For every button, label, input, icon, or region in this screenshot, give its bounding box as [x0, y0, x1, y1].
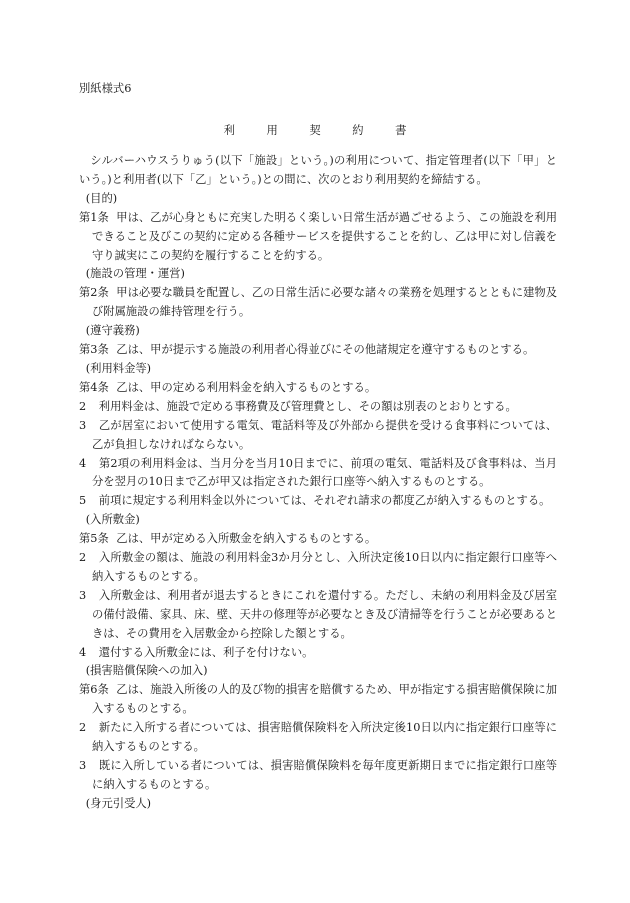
clause-text: 利用料金は、施設で定める事務費及び管理費とし、その額は別表のとおりとする。 — [98, 399, 517, 413]
clause-item — [79, 757, 557, 795]
article-text: 乙は、甲が提示する施設の利用者心得並びにその他諸規定を遵守するものとする。 — [116, 343, 535, 357]
clause-number: 2 — [79, 399, 87, 413]
article-paragraph — [79, 209, 557, 266]
article-number: 第2条 — [79, 286, 109, 300]
article-heading: (目的) — [85, 191, 118, 205]
article-heading: (遵守義務) — [85, 324, 140, 338]
clause-item — [79, 644, 557, 663]
clause-text: 前項に規定する利用料金以外については、それぞれ請求の都度乙が納入するものとする。 — [98, 494, 551, 508]
article-number: 第4条 — [79, 380, 109, 394]
form-number: 別紙様式6 — [79, 82, 132, 95]
clause-number: 4 — [79, 456, 87, 470]
article-number: 第5条 — [79, 532, 109, 546]
clause-text: 入所敷金の額は、施設の利用料金3か月分とし、入所決定後10日以内に指定銀行口座等へ納入するものとする。 — [91, 551, 557, 583]
article-paragraph — [79, 530, 557, 549]
article-number: 第1条 — [79, 210, 109, 224]
clause-text: 第2項の利用料金は、当月分を当月10日までに、前項の電気、電話料及び食事料は、当月分を翌月の10日まで乙が甲又は指定された銀行口座等へ納入するものとする。 — [91, 456, 557, 489]
article-paragraph — [79, 681, 557, 719]
intro-paragraph: シルバーハウスうりゅう(以下「施設」という。)の利用について、指定管理者(以下「甲」という。)と利用者(以下「乙」という。)との間に、次のとおり利用契約を締結する。 — [79, 154, 557, 186]
clause-number: 3 — [79, 588, 87, 602]
clause-number: 5 — [79, 494, 87, 508]
article-text: 甲は、乙が心身ともに充実した明るく楽しい日常生活が過ごせるよう、この施設を利用できること及びこの契約に定める各種サービスを提供することを約し、乙は甲に対し信義を守り誠実にこの契約を履行することを約する。 — [91, 210, 557, 262]
article-heading: (損害賠償保険への加入) — [85, 664, 208, 678]
clause-item — [79, 719, 557, 757]
contract-body — [79, 152, 557, 814]
clause-number: 2 — [79, 721, 87, 735]
clause-item — [79, 417, 557, 455]
clause-item — [79, 455, 557, 493]
clause-text: 乙が居室において使用する電気、電話料等及び外部から提供を受ける食事料については、乙が負担しなければならない。 — [91, 418, 557, 451]
article-heading: (入所敷金) — [85, 513, 140, 527]
article-text: 乙は、甲の定める利用料金を納入するものとする。 — [116, 380, 377, 394]
clause-item — [79, 549, 557, 587]
article-text: 乙は、施設入所後の人的及び物的損害を賠償するため、甲が指定する損害賠償保険に加入するものとする。 — [91, 683, 557, 716]
article-paragraph — [79, 341, 557, 360]
article-text: 甲は必要な職員を配置し、乙の日常生活に必要な諸々の業務を処理するとともに建物及び附属施設の維持管理を行う。 — [91, 286, 557, 319]
article-text: 乙は、甲が定める入所敷金を納入するものとする。 — [116, 532, 377, 546]
clause-text: 還付する入所敷金には、利子を付けない。 — [98, 645, 314, 659]
clause-item — [79, 587, 557, 644]
article-paragraph — [79, 284, 557, 322]
clause-text: 既に入所している者については、損害賠償保険料を毎年度更新期日までに指定銀行口座等に納入するものとする。 — [91, 759, 557, 791]
clause-number: 3 — [79, 759, 87, 772]
clause-number: 3 — [79, 418, 87, 432]
article-heading: (利用料金等) — [85, 361, 152, 375]
article-number: 第6条 — [79, 683, 109, 697]
article-heading: (施設の管理・運営) — [85, 267, 185, 281]
article-heading: (身元引受人) — [85, 796, 152, 810]
clause-item — [79, 398, 557, 417]
article-paragraph — [79, 379, 557, 398]
article-number: 第3条 — [79, 343, 109, 357]
clause-item — [79, 492, 557, 511]
clause-text: 入所敷金は、利用者が退去するときにこれを還付する。ただし、未納の利用料金及び居室の備付設備、家具、床、壁、天井の修理等が必要なとき及び清掃等を行うことが必要あるときは、その費用を入居敷金から控除した額とする。 — [91, 588, 557, 640]
clause-number: 2 — [79, 551, 87, 565]
clause-number: 4 — [79, 645, 87, 659]
document-title: 利 用 契 約 書 — [223, 124, 421, 137]
clause-text: 新たに入所する者については、損害賠償保険料を入所決定後10日以内に指定銀行口座等に納入するものとする。 — [91, 721, 557, 754]
